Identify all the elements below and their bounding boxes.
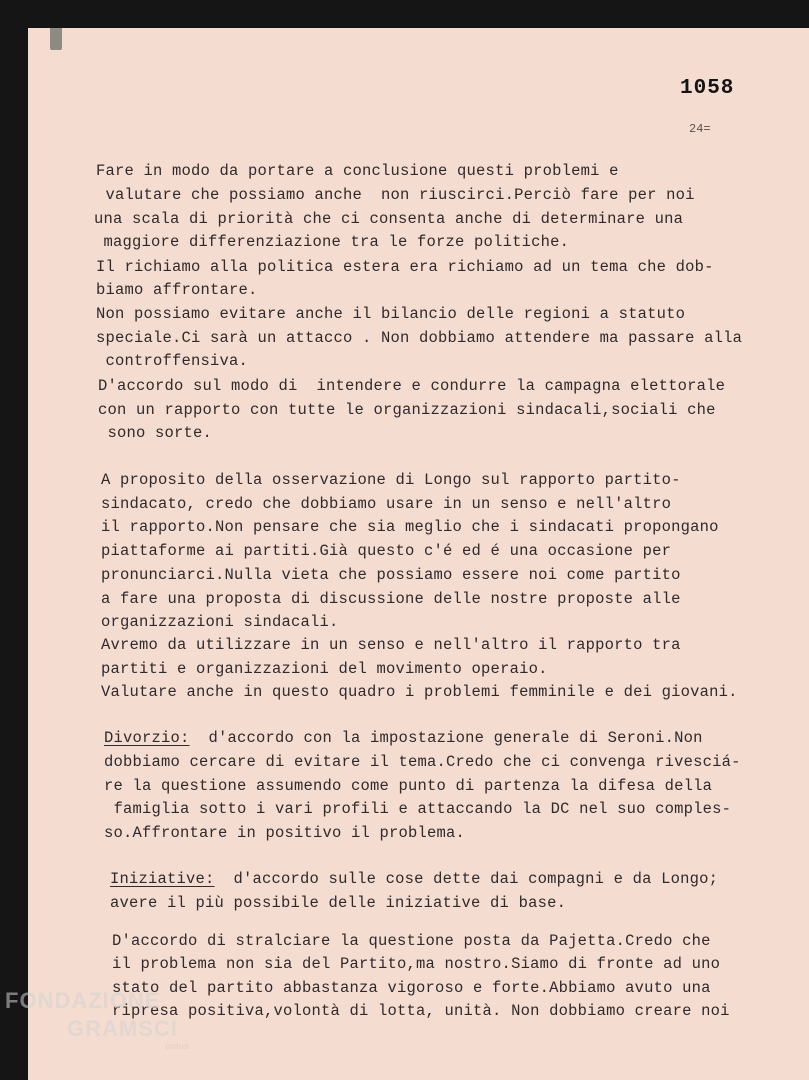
text-line: ripresa positiva,volontà di lotta, unità. Non dobbiamo creare noi	[112, 1002, 730, 1020]
text-line-content: d'accordo con la impostazione generale di Seroni.Non	[208, 729, 703, 747]
text-line: organizzazioni sindacali.	[101, 613, 339, 631]
text-line: speciale.Ci sarà un attacco . Non dobbiamo attendere ma passare alla	[96, 329, 743, 347]
text-line: biamo affrontare.	[96, 281, 258, 299]
watermark-line: onlus	[165, 1041, 189, 1051]
text-line: valutare che possiamo anche non riuscirci.Perciò fare per noi	[96, 186, 695, 204]
watermark-line: FONDAZIONE	[5, 988, 161, 1013]
text-line: piattaforme ai partiti.Già questo c'é ed é una occasione per	[101, 542, 672, 560]
watermark-line: GRAMSCI	[67, 1016, 178, 1041]
text-line: so.Affrontare in positivo il problema.	[104, 824, 466, 842]
text-line-content: d'accordo sulle cose dette dai compagni e da Longo;	[233, 870, 719, 888]
heading-iniziative: Iniziative:	[110, 870, 215, 888]
text-line: stato del partito abbastanza vigoroso e forte.Abbiamo avuto una	[112, 979, 711, 997]
page-number: 1058	[680, 77, 735, 100]
heading-divorzio: Divorzio:	[104, 729, 190, 747]
sub-page-number: 24=	[689, 122, 711, 136]
text-line: Non possiamo evitare anche il bilancio delle regioni a statuto	[96, 305, 686, 323]
text-line: Il richiamo alla politica estera era richiamo ad un tema che dob-	[96, 258, 714, 276]
text-line: il rapporto.Non pensare che sia meglio che i sindacati propongano	[101, 518, 719, 536]
text-line: Fare in modo da portare a conclusione questi problemi e	[96, 162, 619, 180]
text-line: dobbiamo cercare di evitare il tema.Credo che ci convenga rivesciá-	[104, 753, 741, 771]
text-line	[110, 870, 718, 888]
text-line: D'accordo sul modo di intendere e condurre la campagna elettorale	[98, 377, 726, 395]
text-line: sindacato, credo che dobbiamo usare in un senso e nell'altro	[101, 495, 672, 513]
text-line: controffensiva.	[96, 352, 249, 370]
text-line	[104, 729, 703, 747]
text-line: a fare una proposta di discussione delle nostre proposte alle	[101, 590, 681, 608]
text-line: partiti e organizzazioni del movimento operaio.	[101, 660, 548, 678]
archive-watermark	[5, 990, 189, 1051]
text-line: con un rapporto con tutte le organizzazioni sindacali,sociali che	[98, 401, 716, 419]
text-line: sono sorte.	[98, 424, 213, 442]
text-line: Valutare anche in questo quadro i problemi femminile e dei giovani.	[101, 683, 738, 701]
text-line: pronunciarci.Nulla vieta che possiamo essere noi come partito	[101, 566, 681, 584]
text-line: una scala di priorità che ci consenta anche di determinare una	[94, 210, 684, 228]
text-line: D'accordo di stralciare la questione posta da Pajetta.Credo che	[112, 932, 711, 950]
text-line: maggiore differenziazione tra le forze politiche.	[94, 233, 570, 251]
text-line: avere il più possibile delle iniziative di base.	[110, 894, 567, 912]
text-line: il problema non sia del Partito,ma nostro.Siamo di fronte ad uno	[112, 955, 721, 973]
text-line: re la questione assumendo come punto di partenza la difesa della	[104, 777, 713, 795]
text-line: famiglia sotto i vari profili e attaccando la DC nel suo comples-	[104, 800, 732, 818]
text-line: A proposito della osservazione di Longo sul rapporto partito-	[101, 471, 681, 489]
typewritten-body	[28, 28, 809, 1080]
text-line: Avremo da utilizzare in un senso e nell'altro il rapporto tra	[101, 636, 681, 654]
document-page	[28, 28, 809, 1080]
